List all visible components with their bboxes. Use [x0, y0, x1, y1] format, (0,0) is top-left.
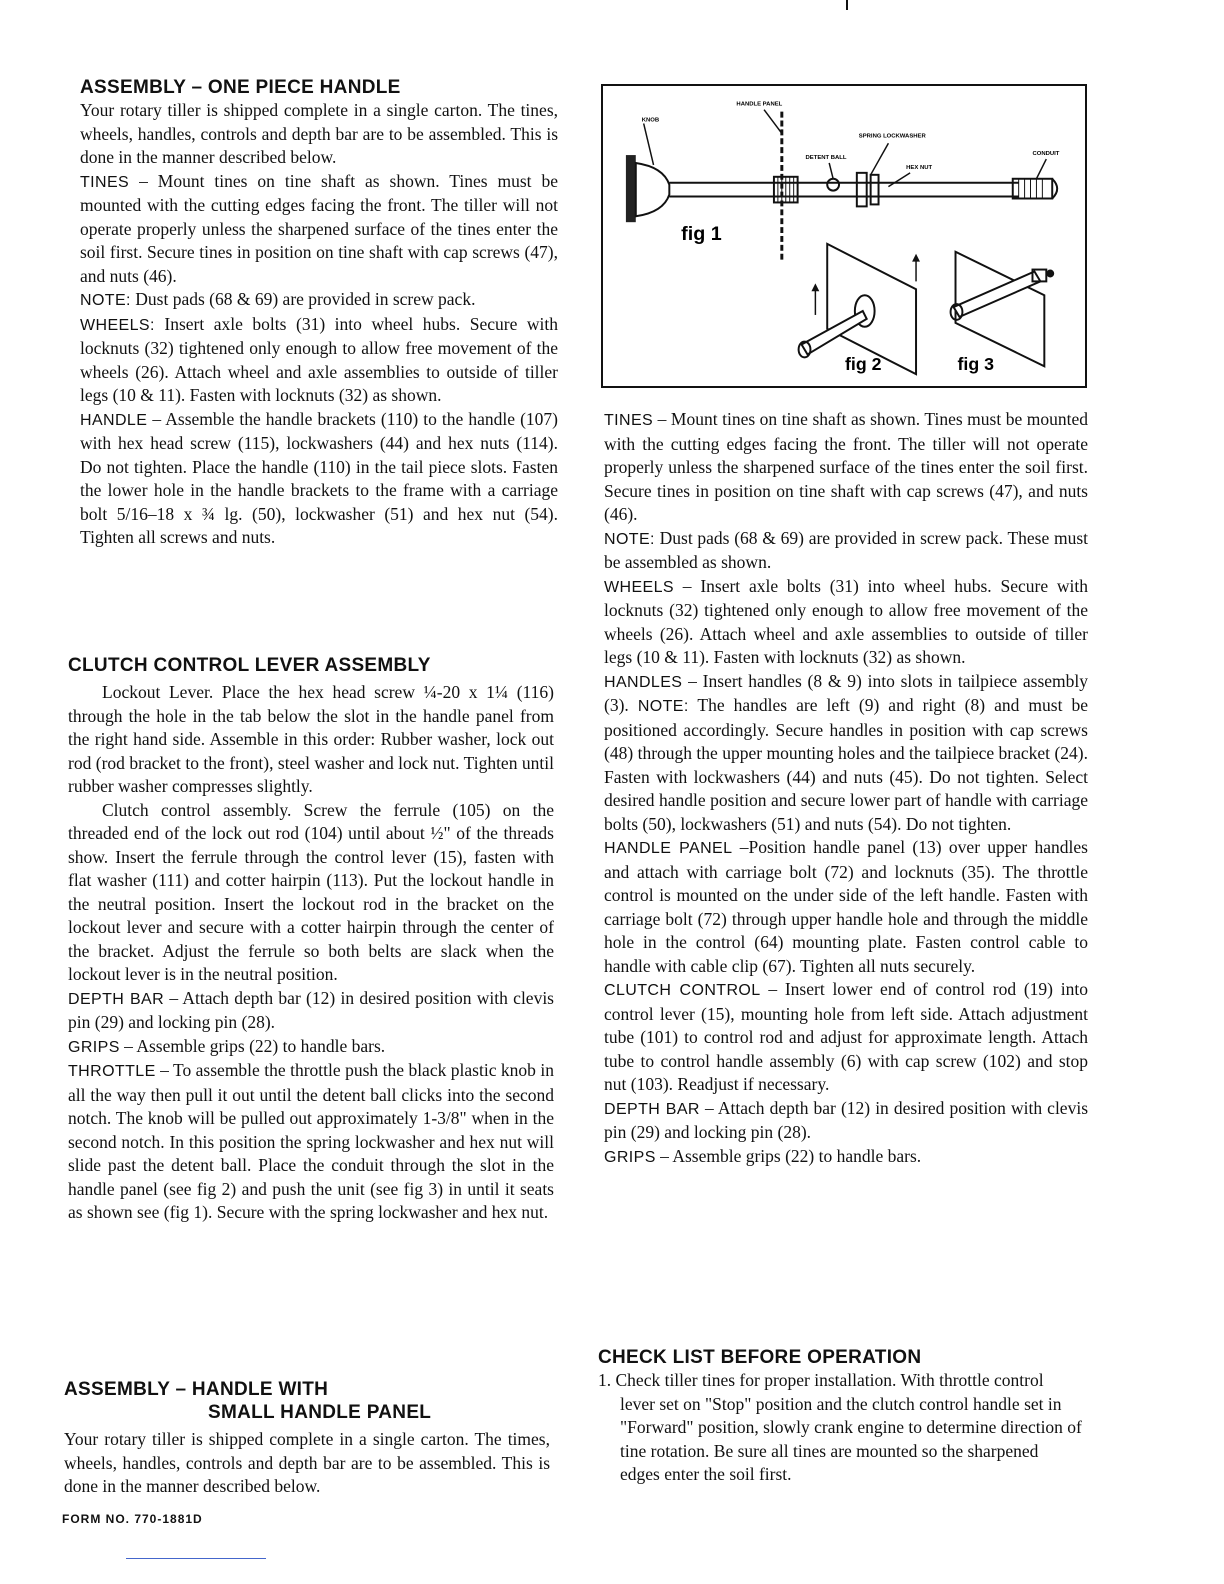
right-depth-text: – Attach depth bar (12) in desired position with clevis pin (29) and locking pin (28). — [604, 1097, 1088, 1142]
throttle-figure — [601, 84, 1087, 388]
right-handle-panel-text: –Position handle panel (13) over upper handles and attach with carriage bolt (72) and locknuts (35). The throttle control is mounted on the under side of the left handle. Fasten with carriage bolt (72) through upper handle hole and through the middle hole in the control (64) mounting plate. Fasten control cable to handle with cable clip (67). Tighten all nuts securely. — [604, 837, 1088, 976]
section-right-instructions — [604, 408, 1088, 1169]
right-handle-panel-paragraph — [604, 836, 1088, 978]
detent-ball — [827, 179, 839, 191]
right-handles-label: HANDLES — [604, 673, 683, 691]
assembly-intro: Your rotary tiller is shipped complete in a single carton. The tines, wheels, handles, controls and depth bar are to be assembled. This is done in the manner described below. — [80, 100, 558, 167]
right-handles-text-b: The handles are left (9) and right (8) and must be positioned accordingly. Secure handles in position with cap screws (48) through the upper mounting holes and the tailpiece bracket (24). Fasten with lockwashers (44) and nuts (45). Do not tighten. Select desired handle position and secure lower part of handle with carriage bolts (50), lockwashers (51) and nuts (54). Do not tighten. — [604, 695, 1088, 834]
grips-text: – Assemble grips (22) to handle bars. — [119, 1035, 386, 1056]
clutch-assembly-paragraph: Clutch control assembly. Screw the ferrule (105) on the threaded end of the lock out rod (104) until about ½" of the threads show. Insert the ferrule through the control lever (15), fasten with flat washer (111) and cotter hairpin (113). Put the lockout handle in the neutral position. Insert the lockout rod in the bracket on the lockout lever and secure with a cotter hairpin through the center of the bracket. Adjust the ferrule so both belts are slack when the lockout lever is in the neutral position. — [68, 799, 554, 984]
tines-label: TINES — [80, 173, 130, 191]
depth-bar-paragraph — [68, 987, 554, 1035]
right-handles-text-a: – Insert handles (8 & 9) into slots in tailpiece assembly (3). — [604, 670, 1088, 715]
note-paragraph — [80, 288, 558, 313]
page-edge-mark — [846, 0, 848, 10]
right-wheels-label: WHEELS — [604, 578, 674, 596]
label-spring-lockwasher: SPRING LOCKWASHER — [858, 133, 926, 140]
right-note-text: Dust pads (68 & 69) are provided in screw pack. These must be assembled as shown. — [604, 527, 1088, 572]
depth-bar-label: DEPTH BAR — [68, 990, 165, 1008]
lockout-paragraph: Lockout Lever. Place the hex head screw ¼-20 x 1¼ (116) through the hole in the tab below the slot in the handle panel from the right hand side. Assemble in this order: Rubber washer, lock out rod (rod bracket to the front), steel washer and lock nut. Tighten until rubber washer compresses slightly. — [68, 682, 554, 796]
wheels-label: WHEELS: — [80, 316, 155, 334]
bottom-rule — [126, 1558, 266, 1559]
grips-paragraph — [68, 1035, 554, 1060]
hex-nut-shape — [857, 173, 867, 207]
tines-text: – Mount tines on tine shaft as shown. Tines must be mounted with the cutting edges facing the front. The tiller will not operate properly unless the sharpened surface of the tines enter the soil first. Secure tines in position on tine shaft with cap screws (47), and nuts (46). — [80, 170, 558, 286]
depth-bar-text: – Attach depth bar (12) in desired position with clevis pin (29) and locking pin (28). — [68, 987, 554, 1032]
heading-checklist: CHECK LIST BEFORE OPERATION — [598, 1347, 922, 1368]
heading-assembly-small-line2: SMALL HANDLE PANEL — [208, 1402, 432, 1423]
section-assembly-small-panel — [64, 1378, 550, 1499]
wheels-paragraph — [80, 313, 558, 408]
right-grips-paragraph — [604, 1145, 1088, 1170]
right-grips-label: GRIPS — [604, 1148, 656, 1166]
throttle-diagram — [603, 86, 1085, 386]
right-wheels-paragraph — [604, 575, 1088, 670]
heading-assembly-one-piece: ASSEMBLY – ONE PIECE HANDLE — [80, 77, 401, 98]
section-clutch-control — [68, 654, 554, 1225]
label-conduit: CONDUIT — [1032, 151, 1060, 158]
fig3-drawing — [951, 252, 1055, 366]
right-clutch-paragraph — [604, 978, 1088, 1097]
wheels-text: Insert axle bolts (31) into wheel hubs. Secure with locknuts (32) tightened only enough to allow free movement of the wheels (26). Attach wheel and axle assemblies to outside of tiller legs (10 & 11). Fasten with locknuts (32) as shown. — [80, 313, 558, 405]
right-handle-panel-label: HANDLE PANEL — [604, 840, 733, 857]
label-fig2: fig 2 — [844, 354, 882, 375]
tines-paragraph — [80, 170, 558, 289]
note-label: NOTE: — [80, 292, 131, 309]
section-checklist — [598, 1346, 1082, 1487]
knob-body — [636, 163, 670, 216]
label-knob: KNOB — [641, 117, 660, 124]
throttle-paragraph — [68, 1059, 554, 1225]
throttle-text: – To assemble the throttle push the black plastic knob in all the way then pull it out until the detent ball clicks into the second notch. The knob will be pulled out approximately 1-3/8" when in the second notch. In this position the spring lockwasher and hex nut will slide past the detent ball. Place the conduit through the slot in the handle panel (see fig 2) and push the unit (see fig 3) in until it seats as shown see (fig 1). Secure with the spring lockwasher and hex nut. — [68, 1060, 554, 1222]
right-depth-paragraph — [604, 1097, 1088, 1145]
spring-lockwasher-shape — [871, 175, 879, 205]
heading-assembly-small-line1: ASSEMBLY – HANDLE WITH — [64, 1379, 329, 1400]
assembly-small-intro: Your rotary tiller is shipped complete in a single carton. The times, wheels, handles, controls and depth bar are to be assembled. This is done in the manner described below. — [64, 1429, 550, 1496]
right-tines-paragraph — [604, 408, 1088, 527]
form-number: FORM NO. 770-1881D — [62, 1512, 203, 1526]
note-text: Dust pads (68 & 69) are provided in screw pack. — [130, 289, 476, 309]
handle-paragraph — [80, 408, 558, 550]
right-grips-text: – Assemble grips (22) to handle bars. — [655, 1145, 922, 1166]
section-assembly-one-piece — [66, 76, 558, 550]
label-detent-ball: DETENT BALL — [805, 155, 847, 162]
right-tines-text: – Mount tines on tine shaft as shown. Tines must be mounted with the cutting edges facing the front. The tiller will not operate properly unless the sharpened surface of the tines enter the soil first. Secure tines in position on tine shaft with cap screws (47), and nuts (46). — [604, 409, 1088, 524]
right-clutch-text: – Insert lower end of control rod (19) into control lever (15), mounting hole from left side. Attach adjustment tube (101) to control rod and adjust for approximate length. Attach tube to control handle assembly (6) with cap screw (102) and stop nut (103). Readjust if necessary. — [604, 979, 1089, 1094]
right-handles-paragraph — [604, 670, 1088, 837]
right-note-label: NOTE: — [604, 530, 655, 548]
right-clutch-label: CLUTCH CONTROL — [604, 982, 761, 999]
label-hex-nut: HEX NUT — [906, 164, 933, 171]
right-handles-note-label: NOTE: — [637, 698, 689, 715]
handle-text: – Assemble the handle brackets (110) to the handle (107) with hex head screw (115), lockwashers (44) and hex nuts (114). Do not tighten. Place the handle (110) in the tail piece slots. Fasten the lower hole in the handle brackets to the frame with a carriage bolt 5/16–18 x ¾ lg. (50), lockwasher (51) and hex nut (54). Tighten all screws and nuts. — [80, 408, 558, 547]
grips-label: GRIPS — [68, 1038, 120, 1056]
throttle-label: THROTTLE — [68, 1063, 156, 1080]
label-fig3: fig 3 — [957, 354, 994, 375]
checklist-item-1: 1. Check tiller tines for proper installation. With throttle control lever set on "Stop" position and the clutch control handle set in "Forward" position, slowly crank engine to determine direction of tine rotation. Be sure all tines are mounted so the sharpened edges enter the soil first. — [598, 1370, 1082, 1484]
heading-clutch-control: CLUTCH CONTROL LEVER ASSEMBLY — [68, 655, 431, 676]
right-depth-label: DEPTH BAR — [604, 1100, 700, 1118]
label-handle-panel: HANDLE PANEL — [736, 101, 783, 108]
knob-icon — [626, 155, 636, 222]
right-tines-label: TINES — [604, 412, 654, 429]
right-wheels-text: – Insert axle bolts (31) into wheel hubs. Secure with locknuts (32) tightened only enough to allow free movement of the wheels (26). Attach wheel and axle assemblies to outside of tiller legs (10 & 11). Fasten with locknuts (32) as shown. — [604, 575, 1088, 667]
handle-label: HANDLE — [80, 411, 148, 429]
label-fig1: fig 1 — [681, 222, 722, 245]
right-note-paragraph — [604, 527, 1088, 575]
